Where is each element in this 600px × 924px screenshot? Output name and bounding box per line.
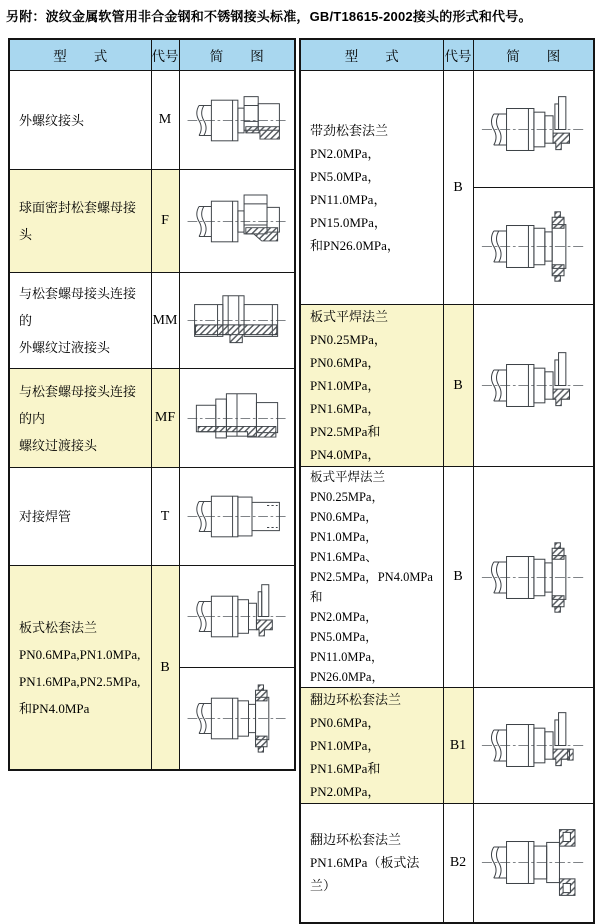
- spherical-seal-loose-nut-joint-diagram: [184, 186, 290, 257]
- column-header-diagram: 简 图: [473, 39, 594, 71]
- table-row: [9, 273, 295, 369]
- diagram-cell-split: [473, 71, 594, 305]
- type-cell: [9, 468, 151, 566]
- column-header-type: 型 式: [9, 39, 151, 71]
- page-title: 另附：波纹金属软管用非合金钢和不锈钢接头标准，GB/T18615-2002接头的形式和代号。: [6, 9, 532, 24]
- type-text: 与松套螺母接头连接的内: [19, 383, 137, 426]
- plate-flat-weld-flange-diagram: [478, 349, 588, 422]
- right-fitting-table: [299, 38, 595, 924]
- left-fitting-table: [8, 38, 296, 771]
- type-text: 和PN26.0MPa，: [310, 237, 400, 253]
- type-text: 翻边环松套法兰: [310, 692, 402, 707]
- table-row: [300, 467, 594, 688]
- male-male-adapter-diagram: [184, 285, 290, 356]
- type-text: PN1.6MPa和PN2.0MPa，: [310, 761, 381, 799]
- table-row: [9, 369, 295, 468]
- flanged-ring-loose-plate-flange-diagram: [478, 826, 588, 899]
- type-text: PN11.0MPa，PN26.0MPa，: [310, 650, 384, 684]
- butt-weld-pipe-diagram: [184, 481, 290, 552]
- diagram-cell: [179, 468, 295, 566]
- type-text: PN2.0MPa，PN5.0MPa，: [310, 145, 381, 184]
- type-text: 外螺纹过液接头: [19, 340, 111, 355]
- type-cell: [9, 369, 151, 468]
- neck-loose-flange-diagram-bottom: [478, 210, 588, 283]
- type-cell: [300, 467, 443, 688]
- table-row: [9, 170, 295, 273]
- type-text: PN0.6MPa,PN1.0MPa,: [19, 646, 141, 662]
- type-text: 球面密封松套螺母接头: [19, 200, 137, 242]
- diagram-cell: [179, 273, 295, 369]
- table-row: [9, 468, 295, 566]
- diagram-cell-split: [179, 566, 295, 771]
- type-text: PN2.5MPa和PN4.0MPa，: [310, 424, 381, 462]
- diagram-cell: [473, 804, 594, 923]
- table-header-row: [9, 39, 295, 71]
- type-cell: [9, 71, 151, 170]
- type-cell: [300, 804, 443, 923]
- type-cell: [9, 170, 151, 273]
- diagram-cell: [179, 170, 295, 273]
- table-row: [300, 804, 594, 923]
- diagram-cell: [179, 71, 295, 170]
- column-header-code: 代号: [443, 39, 473, 71]
- column-header-code: 代号: [151, 39, 179, 71]
- external-thread-joint-diagram: [184, 85, 290, 156]
- type-text: PN1.0MPa，PN1.6MPa，: [310, 378, 381, 416]
- code-cell: B: [443, 467, 473, 688]
- table-row: [9, 566, 295, 771]
- type-cell: [300, 71, 443, 305]
- plate-loose-flange-diagram-top: [184, 581, 290, 652]
- type-text: 与松套螺母接头连接的: [19, 286, 137, 328]
- plate-loose-flange-diagram-bottom: [184, 683, 290, 754]
- code-cell: B1: [443, 688, 473, 804]
- male-female-adapter-diagram: [184, 383, 290, 454]
- type-text: PN2.0MPa，PN5.0MPa，: [310, 610, 378, 644]
- column-header-type: 型 式: [300, 39, 443, 71]
- diagram-cell: [473, 688, 594, 804]
- code-cell: B: [443, 305, 473, 467]
- type-cell: [300, 305, 443, 467]
- type-text: 带劲松套法兰: [310, 122, 389, 138]
- code-cell: MM: [151, 273, 179, 369]
- table-row: [300, 688, 594, 804]
- type-cell: [9, 566, 151, 771]
- plate-flat-weld-flange-section-diagram: [478, 541, 588, 614]
- type-text: 螺纹过渡接头: [19, 437, 98, 453]
- type-text: 板式平焊法兰: [310, 309, 389, 324]
- type-cell: [300, 688, 443, 804]
- type-text: PN1.0MPa，PN1.6MPa、: [310, 530, 378, 564]
- type-text: PN1.6MPa（板式法兰）: [310, 855, 420, 894]
- type-text: 对接焊管: [19, 509, 72, 524]
- type-cell: [9, 273, 151, 369]
- diagram-cell: [473, 305, 594, 467]
- type-text: 板式松套法兰: [19, 619, 98, 635]
- code-cell: B: [443, 71, 473, 305]
- type-text: PN2.5MPa，PN4.0MPa和: [310, 570, 433, 604]
- table-row: [9, 71, 295, 170]
- table-row: [300, 71, 594, 305]
- type-text: 翻边环松套法兰: [310, 832, 402, 848]
- diagram-cell: [473, 467, 594, 688]
- type-text: 外螺纹接头: [19, 112, 85, 128]
- type-text: 和PN4.0MPa: [19, 700, 90, 716]
- code-cell: M: [151, 71, 179, 170]
- type-text: PN0.25MPa，PN0.6MPa，: [310, 490, 384, 524]
- code-cell: B: [151, 566, 179, 771]
- code-cell: B2: [443, 804, 473, 923]
- table-header-row: [300, 39, 594, 71]
- table-row: [300, 305, 594, 467]
- type-text: PN0.6MPa，PN1.0MPa，: [310, 715, 381, 753]
- flanged-ring-loose-flange-diagram: [478, 709, 588, 782]
- type-text: PN11.0MPa，PN15.0MPa，: [310, 191, 387, 230]
- type-text: PN0.25MPa，PN0.6MPa，: [310, 332, 387, 370]
- column-header-diagram: 简 图: [179, 39, 295, 71]
- diagram-cell: [179, 369, 295, 468]
- type-text: 板式平焊法兰: [310, 470, 386, 484]
- neck-loose-flange-diagram-top: [478, 93, 588, 166]
- code-cell: T: [151, 468, 179, 566]
- type-text: PN1.6MPa,PN2.5MPa,: [19, 673, 141, 689]
- code-cell: F: [151, 170, 179, 273]
- code-cell: MF: [151, 369, 179, 468]
